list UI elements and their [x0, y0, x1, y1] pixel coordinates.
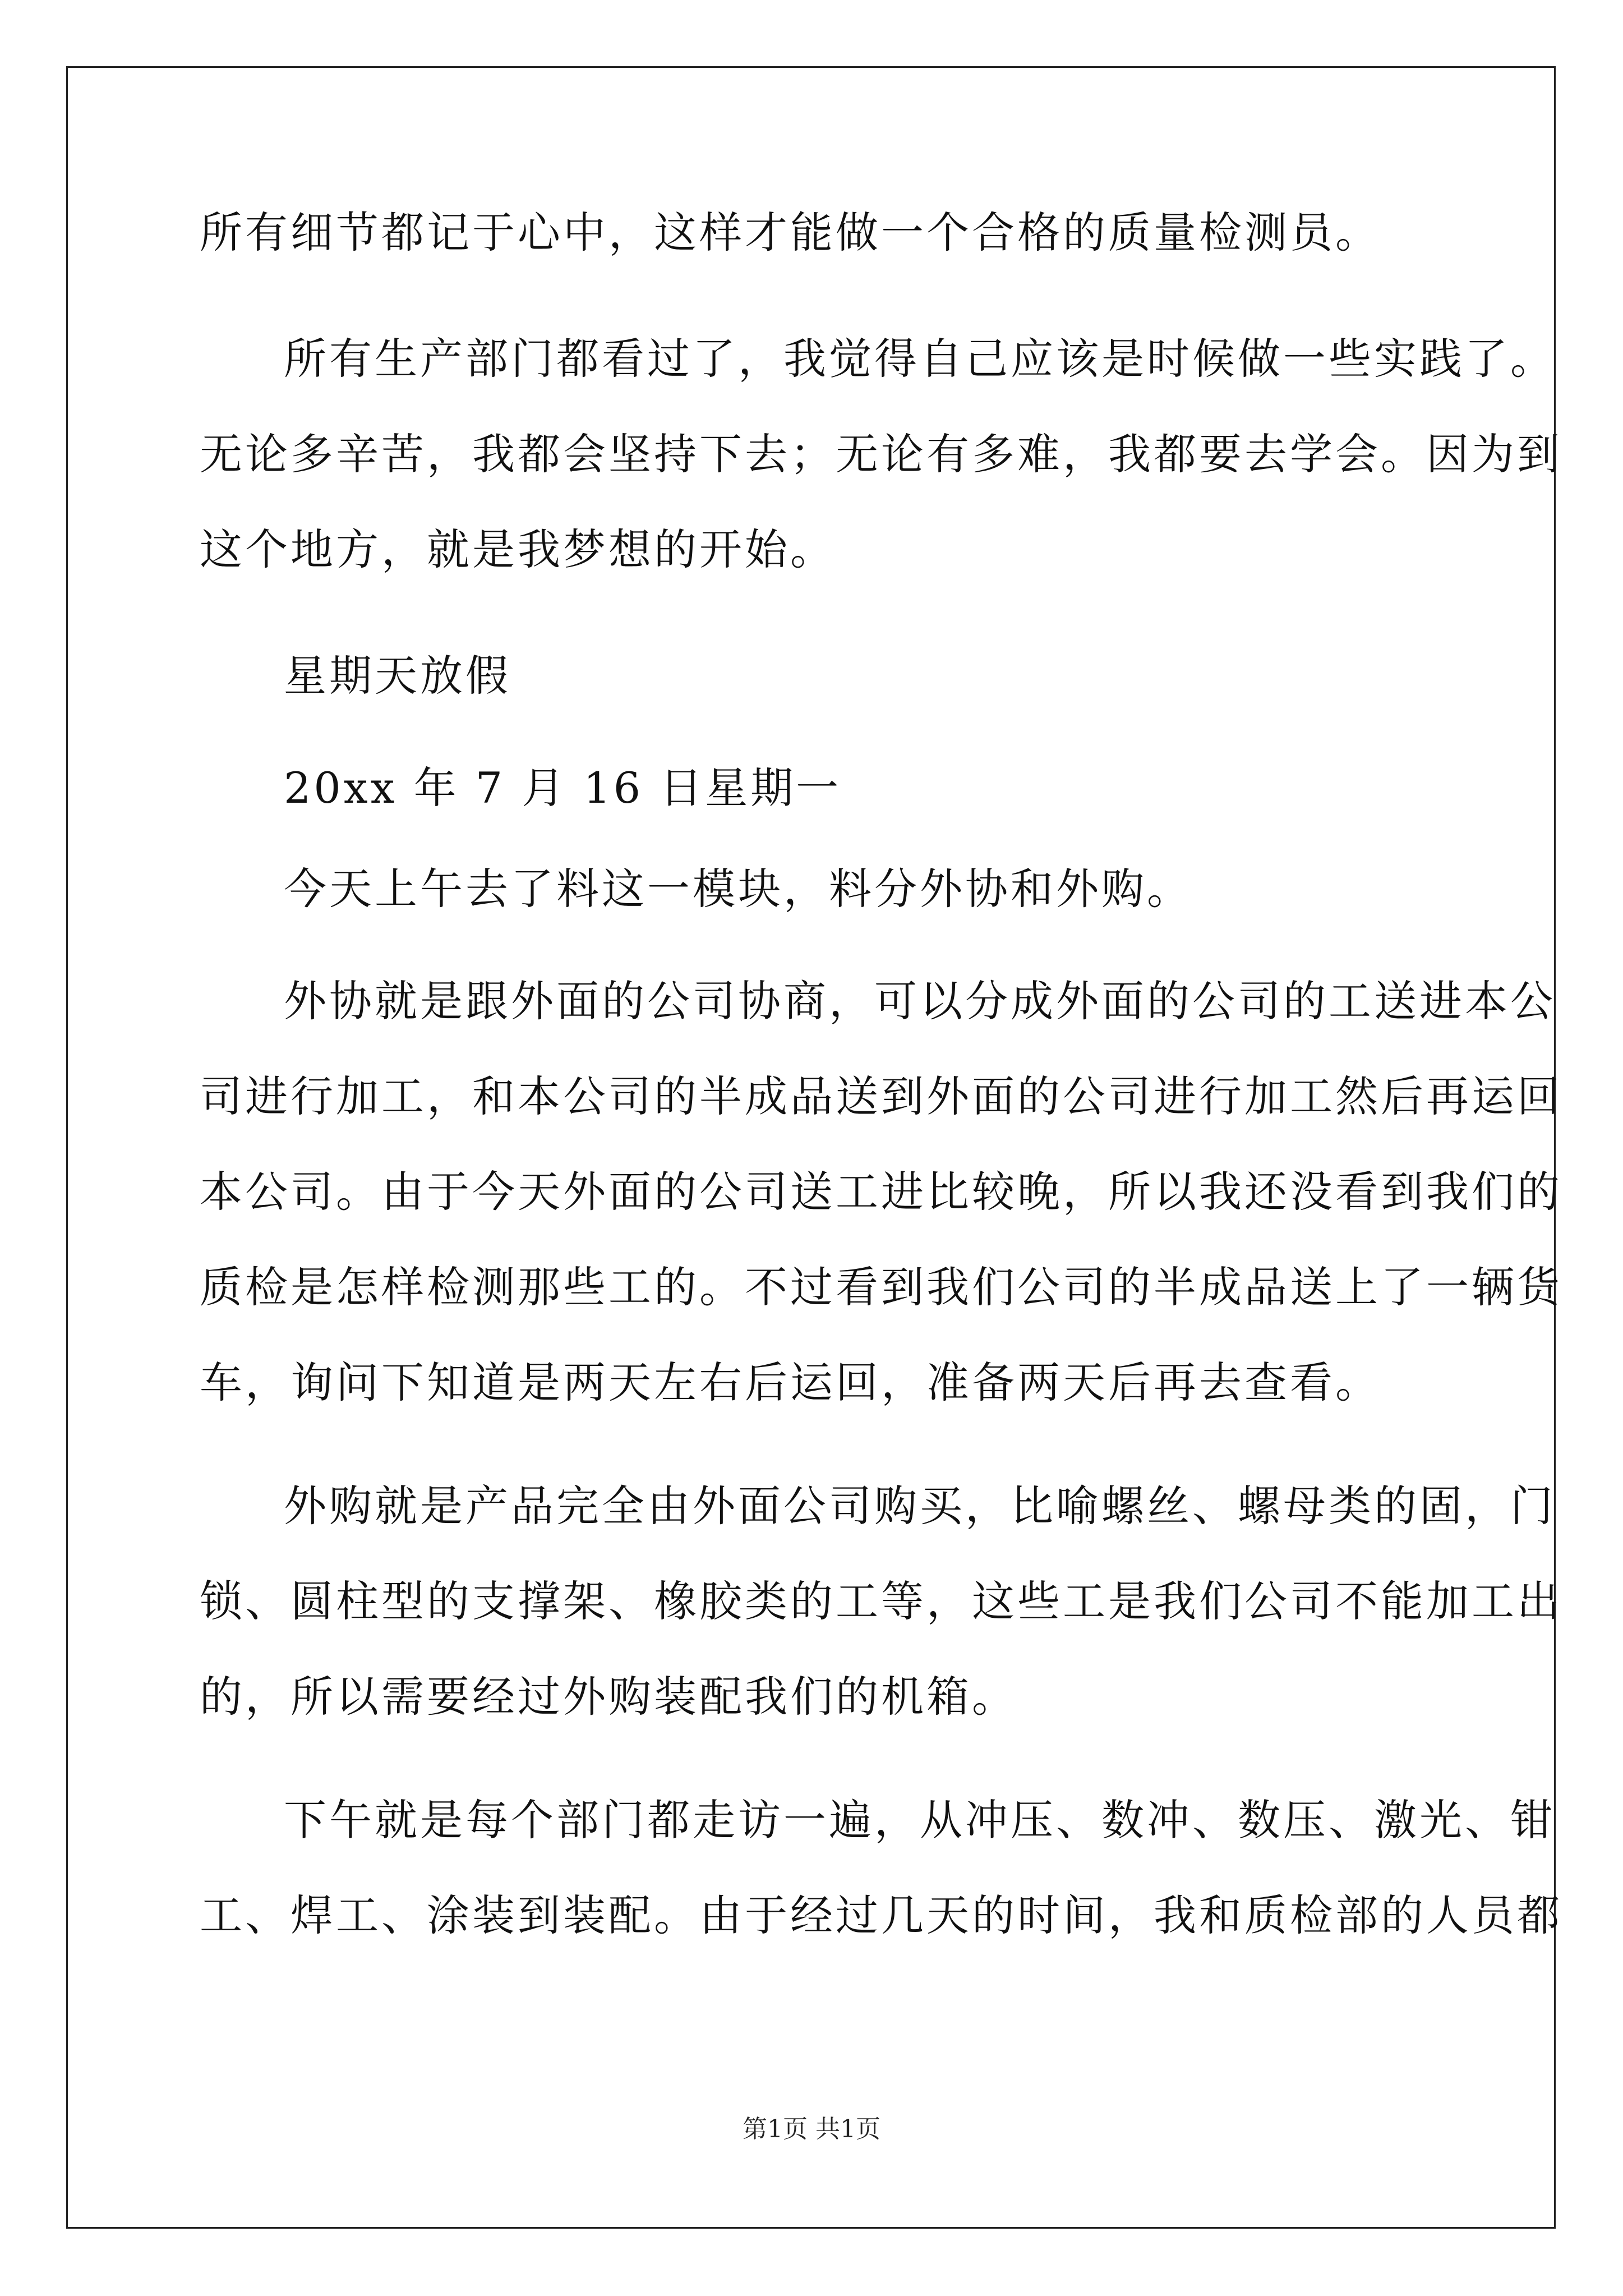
paragraph-first-line: 外购就是产品完全由外面公司购买，比喻螺丝、螺母类的固，门: [284, 1481, 1556, 1531]
text-line: 工、焊工、涂装到装配。由于经过几天的时间，我和质检部的人员都: [200, 1890, 1562, 1940]
paragraph-first-line: 今天上午去了料这一模块，料分外协和外购。: [284, 864, 1192, 914]
text-line: 司进行加工，和本公司的半成品送到外面的公司进行加工然后再运回: [200, 1071, 1562, 1121]
section-heading: 星期天放假: [284, 651, 511, 701]
text-line: 的，所以需要经过外购装配我们的机箱。: [200, 1672, 1017, 1722]
paragraph-first-line: 外协就是跟外面的公司协商，可以分成外面的公司的工送进本公: [284, 976, 1556, 1026]
text-line: 锁、圆柱型的支撑架、橡胶类的工等，这些工是我们公司不能加工出: [200, 1576, 1562, 1626]
paragraph-first-line: 下午就是每个部门都走访一遍，从冲压、数冲、数压、激光、钳: [284, 1795, 1556, 1845]
text-line: 本公司。由于今天外面的公司送工进比较晚，所以我还没看到我们的: [200, 1167, 1562, 1217]
text-line: 这个地方，就是我梦想的开始。: [200, 524, 836, 574]
text-line: 所有细节都记于心中，这样才能做一个合格的质量检测员。: [200, 208, 1381, 257]
paragraph-first-line: 所有生产部门都看过了，我觉得自己应该是时候做一些实践了。: [284, 334, 1556, 384]
page-footer: 第1页 共1页: [743, 2115, 880, 2143]
text-line: 无论多辛苦，我都会坚持下去；无论有多难，我都要去学会。因为到: [200, 429, 1562, 479]
date-heading: 20xx 年 7 月 16 日星期一: [284, 763, 842, 813]
text-line: 质检是怎样检测那些工的。不过看到我们公司的半成品送上了一辆货: [200, 1262, 1562, 1312]
text-line: 车，询问下知道是两天左右后运回，准备两天后再去查看。: [200, 1358, 1381, 1407]
